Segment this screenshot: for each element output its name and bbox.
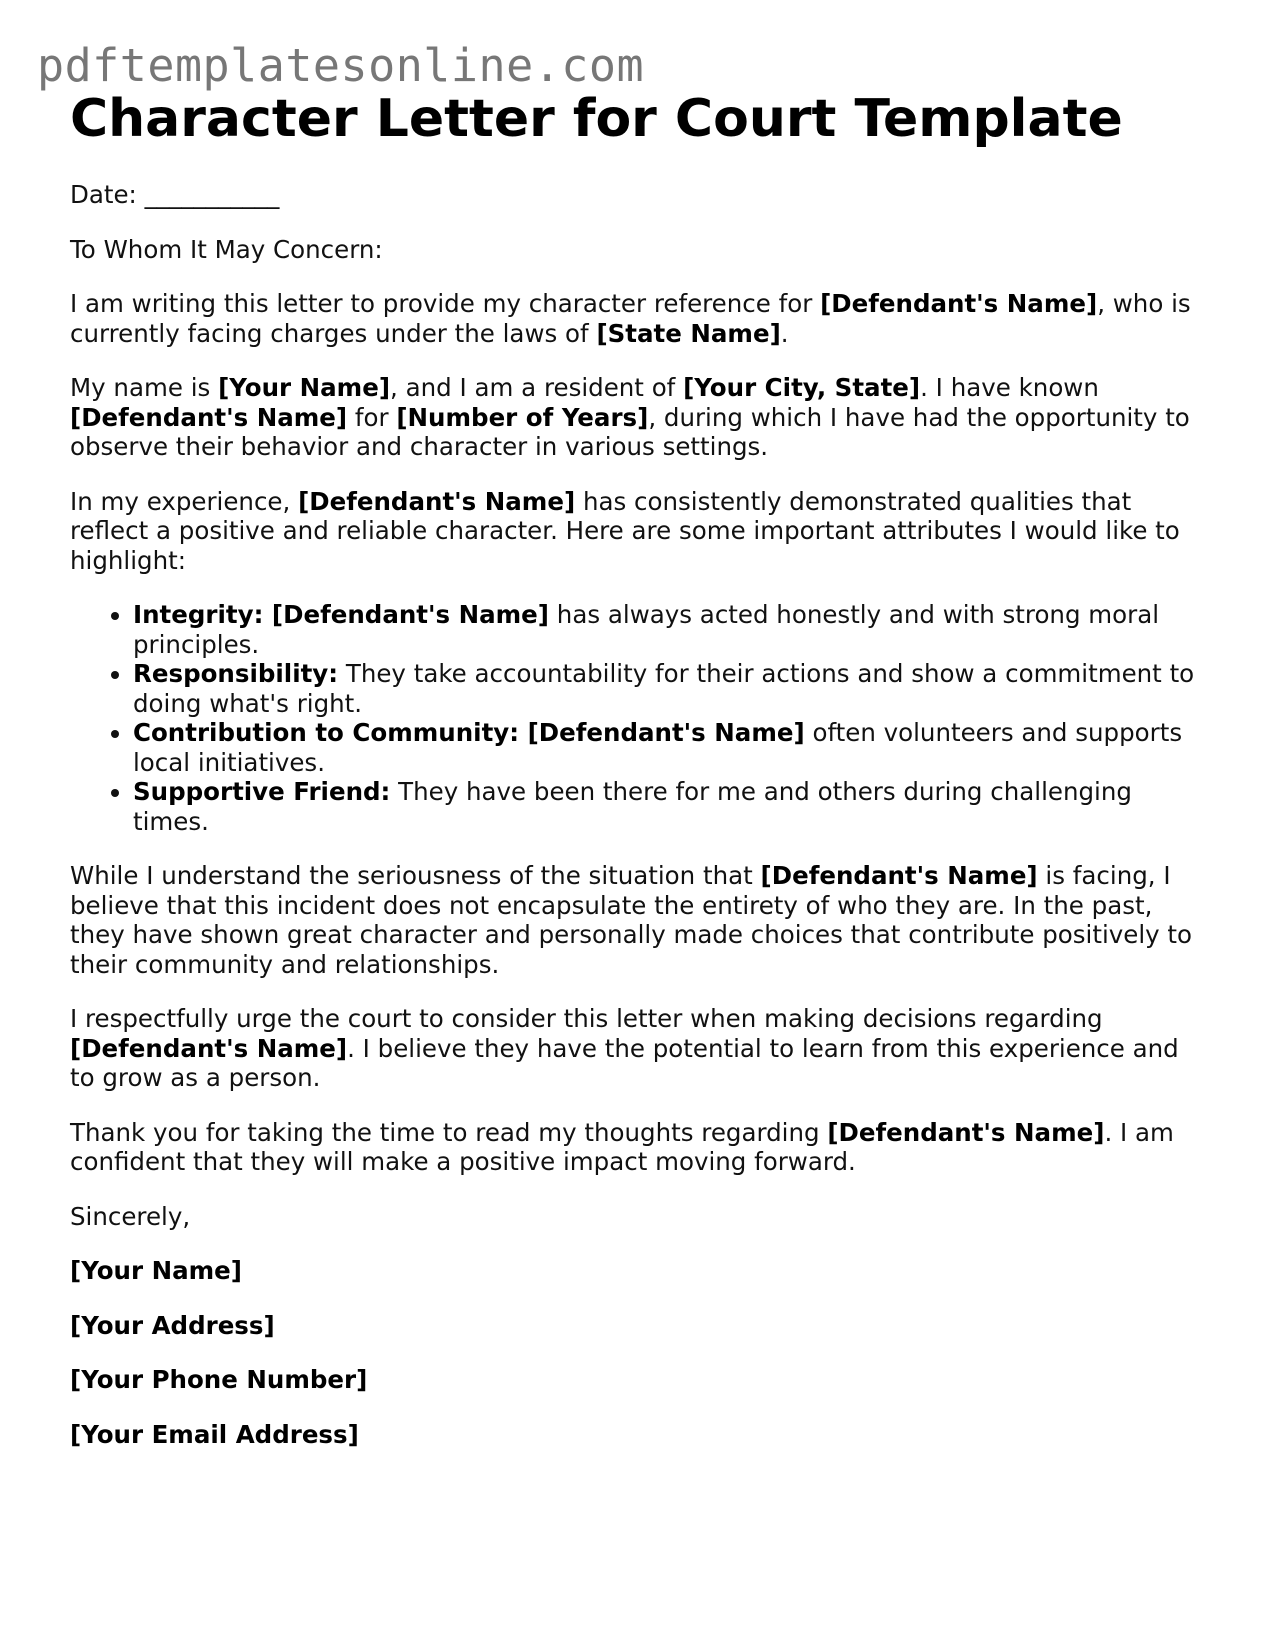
- intro-text-3: .: [780, 318, 789, 348]
- understanding-text-1: While I understand the seriousness of the situation that: [70, 861, 761, 890]
- understanding-paragraph: [70, 861, 1210, 979]
- attribute-text: They have been there for me and others during challenging times.: [133, 777, 1132, 836]
- attribute-text: often volunteers and supports local initiatives.: [133, 718, 1183, 777]
- date-label: Date:: [70, 180, 137, 209]
- about-text-1: My name is: [70, 373, 219, 402]
- list-item: [133, 659, 1210, 718]
- about-text-5: , during which I have had the opportunity to observe their behavior and character in various settings.: [70, 402, 1190, 461]
- attribute-label: Contribution to Community: [Defendant's Name]: [133, 718, 805, 747]
- intro-text-2: , who is currently facing charges under the laws of: [70, 289, 1191, 348]
- list-item: [133, 600, 1210, 659]
- attribute-label: Supportive Friend:: [133, 777, 391, 806]
- about-text-2: , and I am a resident of: [390, 373, 684, 402]
- urge-text-1: I respectfully urge the court to consider this letter when making decisions regarding: [70, 1004, 1103, 1033]
- signature-phone: [Your Phone Number]: [70, 1365, 368, 1394]
- list-item: [133, 777, 1210, 836]
- attribute-text: They take accountability for their actions and show a commitment to doing what's right.: [133, 659, 1195, 718]
- thanks-defendant-name: [Defendant's Name]: [827, 1117, 1105, 1147]
- intro-paragraph: [70, 289, 1210, 348]
- date-line: [70, 180, 1210, 210]
- about-text-4: for: [347, 402, 397, 432]
- page-title: Character Letter for Court Template: [70, 89, 1123, 149]
- closing: Sincerely,: [70, 1201, 191, 1231]
- intro-state-name: [State Name]: [596, 318, 781, 348]
- attribute-text: has always acted honestly and with strong moral principles.: [133, 600, 1160, 659]
- list-item: [133, 718, 1210, 777]
- intro-text-1: I am writing this letter to provide my character reference for: [70, 289, 821, 318]
- attribute-label: Responsibility:: [133, 659, 339, 688]
- salutation: To Whom It May Concern:: [70, 234, 383, 264]
- experience-defendant-name: [Defendant's Name]: [298, 486, 576, 516]
- date-blank: ___________: [144, 180, 280, 209]
- signature-name: [Your Name]: [70, 1256, 242, 1285]
- about-paragraph: [70, 373, 1210, 462]
- experience-text-2: has consistently demonstrated qualities that reflect a positive and reliable character. Here are some important attributes I would like to highlight:: [70, 486, 1180, 575]
- experience-text-1: In my experience,: [70, 486, 299, 516]
- intro-defendant-name: [Defendant's Name]: [820, 289, 1098, 318]
- about-your-name: [Your Name]: [218, 373, 391, 402]
- attribute-label: Integrity: [Defendant's Name]: [133, 600, 549, 629]
- urge-defendant-name: [Defendant's Name]: [70, 1033, 348, 1063]
- about-text-3: . I have known: [920, 373, 1099, 402]
- attributes-list: [70, 600, 1210, 836]
- thanks-paragraph: [70, 1118, 1210, 1177]
- signature-email: [Your Email Address]: [70, 1419, 359, 1449]
- understanding-defendant-name: [Defendant's Name]: [760, 861, 1038, 890]
- letter-body: [70, 180, 1210, 1474]
- thanks-text-1: Thank you for taking the time to read my thoughts regarding: [70, 1117, 828, 1147]
- watermark: pdftemplatesonline.com: [37, 39, 645, 92]
- experience-paragraph: [70, 487, 1210, 576]
- understanding-text-2: is facing, I believe that this incident does not encapsulate the entirety of who they are. In the past, they have shown great character and personally made choices that contribute positively to their community and relationships.: [70, 861, 1193, 979]
- signature-address: [Your Address]: [70, 1310, 275, 1340]
- about-defendant-name: [Defendant's Name]: [70, 402, 348, 432]
- urge-text-2: . I believe they have the potential to learn from this experience and to grow as a person.: [70, 1033, 1179, 1092]
- urge-paragraph: [70, 1004, 1210, 1093]
- about-city-state: [Your City, State]: [683, 373, 921, 402]
- about-number-of-years: [Number of Years]: [396, 402, 649, 432]
- thanks-text-2: . I am confident that they will make a positive impact moving forward.: [70, 1117, 1174, 1176]
